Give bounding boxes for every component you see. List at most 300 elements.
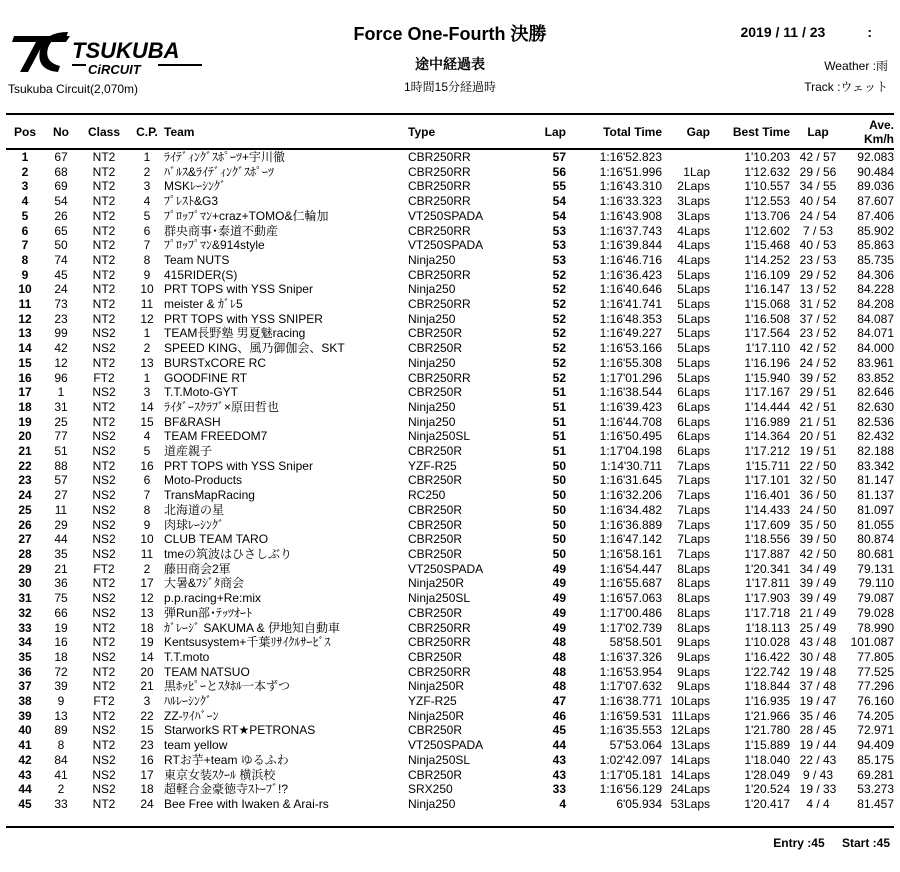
cell-lap: 51: [552, 444, 566, 459]
cell-best-lap: 24 / 54: [799, 208, 837, 223]
cell-cp: 3: [143, 179, 151, 194]
cell-team: 肉球ﾚｰｼﾝｸﾞ: [164, 517, 225, 532]
page-subtitle: 途中経過表: [415, 56, 485, 72]
cell-type: CBR250RR: [408, 297, 471, 312]
cell-pos: 16: [18, 370, 32, 385]
col-header-cp: C.P.: [136, 125, 158, 139]
cell-team: StarworkS RT★PETRONAS: [164, 723, 316, 738]
cell-type: CBR250R: [408, 532, 463, 547]
logo-text: TSUKUBA: [72, 38, 180, 63]
cell-team: MSKﾚｰｼﾝｸﾞ: [164, 179, 227, 194]
cell-team: 弾Run部･ﾃｯﾂｵｰﾄ: [164, 605, 253, 620]
cell-gap: 6Laps: [677, 414, 710, 429]
cell-class: NS2: [92, 782, 116, 797]
table-row: [6, 797, 894, 812]
cell-ave: 76.160: [857, 694, 894, 709]
cell-gap: 10Laps: [670, 694, 710, 709]
table-row: [6, 488, 894, 503]
cell-cp: 14: [140, 399, 154, 414]
cell-cp: 18: [140, 620, 154, 635]
table-row: [6, 503, 894, 518]
cell-total-time: 1:16'40.646: [599, 282, 662, 297]
cell-gap: 1Lap: [683, 164, 710, 179]
cell-lap: 48: [552, 664, 566, 679]
col-header-best-lap: Lap: [807, 125, 829, 139]
table-row: [6, 400, 894, 415]
cell-pos: 25: [18, 502, 32, 517]
cell-lap: 48: [552, 679, 566, 694]
cell-class: NS2: [92, 605, 116, 620]
cell-class: NT2: [92, 399, 116, 414]
cell-no: 1: [57, 385, 65, 400]
cell-lap: 52: [552, 282, 566, 297]
cell-class: NS2: [92, 429, 116, 444]
cell-cp: 3: [143, 385, 151, 400]
table-row: [6, 209, 894, 224]
cell-team: p.p.racing+Re:mix: [164, 591, 262, 606]
cell-pos: 8: [21, 252, 29, 267]
cell-team: 超軽合金豪徳寺ｽﾄｰﾌﾞ!?: [164, 782, 289, 797]
col-header-ave: [846, 114, 894, 150]
cell-class: NS2: [92, 473, 116, 488]
cell-pos: 6: [21, 223, 29, 238]
cell-pos: 35: [18, 649, 32, 664]
cell-team: PRT TOPS with YSS SNIPER: [164, 311, 323, 326]
cell-type: Ninja250: [408, 399, 456, 414]
cell-cp: 24: [140, 796, 154, 811]
cell-best-lap: 35 / 50: [799, 517, 837, 532]
cell-team: ﾗｲﾀﾞｰｽｸﾗﾌﾞ×原田哲也: [164, 399, 280, 414]
cell-gap: 7Laps: [677, 546, 710, 561]
col-header-ave-unit: Km/h: [864, 132, 894, 146]
cell-lap: 53: [552, 238, 566, 253]
cell-lap: 56: [552, 164, 566, 179]
cell-pos: 3: [21, 179, 29, 194]
cell-no: 36: [54, 576, 68, 591]
cell-best-time: 1'16.196: [744, 355, 790, 370]
table-row: [6, 253, 894, 268]
cell-best-lap: 24 / 50: [799, 502, 837, 517]
cell-best-time: 1'28.049: [744, 767, 790, 782]
cell-team: SPEED KING、風乃御伽会、SKT: [164, 341, 345, 356]
cell-type: Ninja250: [408, 355, 456, 370]
cell-pos: 20: [18, 429, 32, 444]
cell-total-time: 1:16'55.308: [599, 355, 662, 370]
table-row: [6, 312, 894, 327]
cell-no: 33: [54, 796, 68, 811]
cell-total-time: 1:16'52.823: [599, 150, 662, 164]
cell-gap: 9Laps: [677, 649, 710, 664]
cell-no: 19: [54, 620, 68, 635]
results-table: [6, 114, 894, 812]
cell-ave: 69.281: [857, 767, 894, 782]
cell-best-lap: 43 / 48: [799, 635, 837, 650]
cell-cp: 16: [140, 458, 154, 473]
table-row: [6, 224, 894, 239]
cell-pos: 38: [18, 694, 32, 709]
cell-best-time: 1'12.602: [744, 223, 790, 238]
cell-cp: 15: [140, 723, 154, 738]
cell-ave: 79.087: [857, 591, 894, 606]
cell-ave: 94.409: [857, 738, 894, 753]
cell-pos: 30: [18, 576, 32, 591]
cell-ave: 82.646: [857, 385, 894, 400]
cell-type: Ninja250SL: [408, 429, 471, 444]
cell-gap: 6Laps: [677, 429, 710, 444]
cell-class: NT2: [92, 738, 116, 753]
cell-pos: 12: [18, 311, 32, 326]
table-row: [6, 650, 894, 665]
cell-lap: 48: [552, 649, 566, 664]
cell-cp: 5: [143, 208, 151, 223]
cell-pos: 37: [18, 679, 32, 694]
cell-type: CBR250R: [408, 723, 463, 738]
cell-team: ﾊﾞﾙｽ&ﾗｲﾃﾞｨﾝｸﾞｽﾎﾟｰﾂ: [164, 164, 275, 179]
cell-cp: 11: [140, 297, 154, 312]
cell-type: CBR250R: [408, 767, 463, 782]
cell-total-time: 1:16'44.708: [599, 414, 662, 429]
cell-team: ZZ-ﾜｲﾊﾞｰﾝ: [164, 708, 219, 723]
cell-cp: 22: [140, 708, 154, 723]
cell-total-time: 58'58.501: [609, 635, 662, 650]
cell-team: RTお芋+team ゆるふわ: [164, 752, 289, 767]
cell-pos: 40: [18, 723, 32, 738]
cell-no: 13: [54, 708, 68, 723]
cell-pos: 22: [18, 458, 32, 473]
cell-total-time: 1:02'42.097: [599, 752, 662, 767]
cell-total-time: 1:16'37.743: [599, 223, 662, 238]
cell-pos: 7: [21, 238, 29, 253]
cell-total-time: 1:16'55.687: [599, 576, 662, 591]
circuit-name: Tsukuba Circuit(2,070m): [8, 82, 139, 96]
cell-type: Ninja250: [408, 796, 456, 811]
cell-total-time: 1:16'31.645: [599, 473, 662, 488]
cell-lap: 52: [552, 355, 566, 370]
cell-team: ｶﾞﾚｰｼﾞ SAKUMA & 伊地知自動車: [164, 620, 341, 635]
cell-total-time: 1:16'38.544: [599, 385, 662, 400]
cell-cp: 1: [143, 150, 151, 164]
cell-no: 39: [54, 679, 68, 694]
cell-best-time: 1'16.147: [744, 282, 790, 297]
col-header-gap: Gap: [686, 125, 710, 139]
footer: [759, 836, 890, 850]
cell-lap: 46: [552, 708, 566, 723]
cell-no: 73: [54, 297, 68, 312]
cell-gap: 5Laps: [677, 282, 710, 297]
cell-best-time: 1'17.811: [745, 576, 790, 591]
col-header-team: Team: [164, 125, 195, 139]
elapsed-time: 1時間15分経過時: [403, 80, 497, 94]
cell-best-time: 1'10.557: [744, 179, 790, 194]
cell-best-time: 1'18.040: [744, 752, 790, 767]
cell-best-time: 1'18.556: [744, 532, 790, 547]
cell-gap: 7Laps: [677, 458, 710, 473]
cell-pos: 14: [18, 341, 32, 356]
cell-gap: 14Laps: [670, 767, 710, 782]
cell-lap: 50: [552, 473, 566, 488]
cell-best-lap: 30 / 48: [799, 649, 837, 664]
cell-cp: 16: [140, 752, 154, 767]
cell-gap: 24Laps: [670, 782, 710, 797]
cell-lap: 49: [552, 591, 566, 606]
cell-gap: 7Laps: [677, 532, 710, 547]
cell-type: CBR250RR: [408, 223, 471, 238]
cell-cp: 17: [140, 767, 154, 782]
cell-total-time: 1:16'33.323: [599, 194, 662, 209]
cell-lap: 50: [552, 532, 566, 547]
table-row: [6, 738, 894, 753]
cell-best-lap: 13 / 52: [799, 282, 837, 297]
cell-team: 北海道の星: [164, 502, 225, 517]
cell-total-time: 1:14'30.711: [600, 458, 662, 473]
cell-class: NT2: [92, 708, 116, 723]
cell-type: Ninja250SL: [408, 591, 471, 606]
cell-class: NT2: [92, 208, 116, 223]
cell-best-lap: 19 / 44: [799, 738, 837, 753]
cell-no: 57: [54, 473, 68, 488]
cell-best-lap: 29 / 56: [799, 164, 837, 179]
cell-best-lap: 4 / 4: [806, 796, 830, 811]
cell-lap: 43: [552, 752, 566, 767]
cell-cp: 12: [140, 311, 154, 326]
cell-team: BURSTxCORE RC: [164, 355, 267, 370]
cell-pos: 45: [18, 796, 32, 811]
cell-best-time: 1'17.718: [744, 605, 790, 620]
cell-no: 16: [54, 635, 68, 650]
cell-best-lap: 34 / 55: [799, 179, 837, 194]
cell-ave: 87.406: [857, 208, 894, 223]
cell-cp: 5: [143, 444, 151, 459]
cell-best-lap: 31 / 52: [799, 297, 837, 312]
cell-class: NT2: [92, 796, 116, 811]
cell-type: CBR250R: [408, 326, 463, 341]
cell-ave: 84.071: [857, 326, 894, 341]
cell-no: 67: [54, 150, 68, 164]
cell-no: 77: [54, 429, 68, 444]
cell-total-time: 1:16'51.996: [599, 164, 662, 179]
cell-ave: 77.805: [857, 649, 894, 664]
cell-ave: 53.273: [857, 782, 894, 797]
table-row: [6, 238, 894, 253]
cell-best-time: 1'21.780: [744, 723, 790, 738]
cell-lap: 55: [552, 179, 566, 194]
cell-no: 69: [54, 179, 68, 194]
cell-team: meister & ｶﾞﾚ5: [164, 297, 243, 312]
date-value: 2019 / 11 / 23: [740, 24, 826, 40]
cell-gap: 5Laps: [677, 341, 710, 356]
cell-class: NS2: [92, 385, 116, 400]
col-header-lap: Lap: [544, 125, 566, 139]
cell-team: 黒ﾎｯﾋﾟｰとｽﾀﾎﾙ一本ずつ: [164, 679, 291, 694]
cell-best-lap: 39 / 52: [799, 370, 837, 385]
cell-ave: 81.137: [857, 488, 894, 503]
table-row: [6, 268, 894, 283]
cell-cp: 13: [140, 605, 154, 620]
cell-pos: 34: [18, 635, 32, 650]
cell-total-time: 1:17'00.486: [599, 605, 662, 620]
cell-team: TEAM FREEDOM7: [164, 429, 268, 444]
cell-best-lap: 40 / 54: [799, 194, 837, 209]
cell-no: 12: [54, 355, 68, 370]
cell-best-lap: 19 / 47: [799, 694, 837, 709]
cell-total-time: 1:16'32.206: [599, 488, 662, 503]
cell-gap: 6Laps: [677, 385, 710, 400]
cell-best-time: 1'14.433: [744, 502, 790, 517]
table-row: [6, 297, 894, 312]
cell-class: NS2: [92, 326, 116, 341]
cell-gap: 2Laps: [677, 179, 710, 194]
cell-total-time: 1:16'59.531: [599, 708, 662, 723]
cell-best-time: 1'14.444: [744, 399, 790, 414]
cell-best-time: 1'10.203: [744, 150, 790, 164]
cell-team: ﾌﾟﾛｯﾌﾟﾏﾝ+craz+TOMO&仁輪加: [164, 208, 329, 223]
cell-lap: 51: [552, 429, 566, 444]
cell-team: ﾌﾟﾚｽﾄ&G3: [164, 194, 219, 209]
cell-best-lap: 19 / 33: [799, 782, 837, 797]
cell-class: NT2: [92, 635, 116, 650]
cell-best-lap: 28 / 45: [799, 723, 837, 738]
table-row: [6, 562, 894, 577]
cell-pos: 39: [18, 708, 32, 723]
cell-pos: 36: [18, 664, 32, 679]
cell-best-time: 1'17.110: [745, 341, 790, 356]
cell-cp: 10: [140, 532, 154, 547]
entry-count: Entry :45: [773, 836, 825, 850]
table-row: [6, 635, 894, 650]
cell-team: 大暑&ﾌｼﾞﾀ商会: [164, 576, 245, 591]
cell-no: 51: [54, 444, 68, 459]
cell-cp: 21: [140, 679, 154, 694]
cell-best-time: 1'17.887: [744, 546, 790, 561]
cell-lap: 51: [552, 385, 566, 400]
cell-no: 21: [54, 561, 68, 576]
table-row: [6, 576, 894, 591]
table-row: [6, 473, 894, 488]
cell-gap: 5Laps: [677, 326, 710, 341]
cell-total-time: 1:16'50.495: [599, 429, 662, 444]
cell-type: CBR250R: [408, 502, 463, 517]
cell-no: 75: [54, 591, 68, 606]
cell-class: NT2: [92, 297, 116, 312]
cell-best-lap: 21 / 51: [799, 414, 837, 429]
cell-no: 41: [54, 767, 68, 782]
cell-best-time: 1'22.742: [744, 664, 790, 679]
cell-type: VT250SPADA: [408, 738, 484, 753]
cell-class: NT2: [92, 223, 116, 238]
cell-gap: 6Laps: [677, 444, 710, 459]
cell-total-time: 1:17'04.198: [599, 444, 662, 459]
cell-total-time: 1:16'36.889: [599, 517, 662, 532]
cell-type: CBR250RR: [408, 635, 471, 650]
cell-gap: 7Laps: [677, 517, 710, 532]
cell-best-lap: 42 / 57: [799, 150, 837, 164]
cell-class: NT2: [92, 164, 116, 179]
cell-gap: [662, 150, 710, 165]
cell-lap: 49: [552, 576, 566, 591]
cell-pos: 19: [18, 414, 32, 429]
cell-gap: 4Laps: [677, 252, 710, 267]
table-row: [6, 326, 894, 341]
cell-gap: 7Laps: [677, 488, 710, 503]
cell-ave: 82.630: [857, 399, 894, 414]
cell-best-time: 1'15.940: [744, 370, 790, 385]
cell-ave: 83.961: [857, 355, 894, 370]
cell-best-time: 1'17.101: [744, 473, 790, 488]
cell-total-time: 1:16'39.844: [599, 238, 662, 253]
cell-class: NT2: [92, 620, 116, 635]
cell-team: Kentsusystem+千葉ﾘｻｲｸﾙｻｰﾋﾞｽ: [164, 635, 331, 650]
cell-cp: 6: [143, 223, 151, 238]
cell-best-time: 1'21.966: [744, 708, 790, 723]
cell-type: CBR250RR: [408, 620, 471, 635]
cell-best-time: 1'16.109: [744, 267, 790, 282]
cell-total-time: 1:16'48.353: [599, 311, 662, 326]
cell-team: 415RIDER(S): [164, 267, 238, 282]
cell-type: Ninja250R: [408, 708, 465, 723]
cell-best-time: 1'15.468: [744, 238, 790, 253]
cell-lap: 4: [559, 796, 566, 811]
cell-ave: 83.342: [857, 458, 894, 473]
cell-best-time: 1'16.508: [744, 311, 790, 326]
cell-best-lap: 22 / 43: [799, 752, 837, 767]
cell-ave: 87.607: [857, 194, 894, 209]
cell-type: Ninja250: [408, 414, 456, 429]
cell-type: VT250SPADA: [408, 238, 484, 253]
cell-team: PRT TOPS with YSS Sniper: [164, 458, 313, 473]
cell-lap: 50: [552, 517, 566, 532]
cell-cp: 23: [140, 738, 154, 753]
cell-no: 68: [54, 164, 68, 179]
cell-no: 99: [54, 326, 68, 341]
cell-type: Ninja250: [408, 252, 456, 267]
table-row: [6, 679, 894, 694]
cell-class: NT2: [92, 576, 116, 591]
cell-best-lap: 37 / 48: [799, 679, 837, 694]
cell-best-time: 1'17.167: [744, 385, 790, 400]
table-row: [6, 194, 894, 209]
table-row: [6, 385, 894, 400]
cell-type: CBR250RR: [408, 664, 471, 679]
cell-type: CBR250R: [408, 341, 463, 356]
cell-class: NS2: [92, 532, 116, 547]
cell-type: CBR250RR: [408, 150, 471, 164]
cell-pos: 42: [18, 752, 32, 767]
cell-best-lap: 42 / 50: [799, 546, 837, 561]
cell-class: NS2: [92, 767, 116, 782]
cell-total-time: 1:16'41.741: [599, 297, 662, 312]
cell-cp: 8: [143, 252, 151, 267]
cell-pos: 29: [18, 561, 32, 576]
cell-best-lap: 39 / 49: [799, 591, 837, 606]
cell-no: 50: [54, 238, 68, 253]
cell-lap: 57: [552, 150, 566, 164]
cell-team: T.T.moto: [164, 649, 210, 664]
cell-team: TEAM長野塾 男夏魅racing: [164, 326, 306, 341]
table-row: [6, 150, 894, 165]
cell-pos: 27: [18, 532, 32, 547]
cell-class: NT2: [92, 252, 116, 267]
cell-gap: 9Laps: [677, 664, 710, 679]
cell-cp: 15: [140, 414, 154, 429]
cell-best-lap: 37 / 52: [799, 311, 837, 326]
cell-lap: 52: [552, 267, 566, 282]
cell-no: 89: [54, 723, 68, 738]
table-row: [6, 282, 894, 297]
cell-best-lap: 35 / 46: [799, 708, 837, 723]
cell-cp: 9: [143, 517, 151, 532]
cell-class: NT2: [92, 679, 116, 694]
cell-team: ﾗｲﾃﾞｨﾝｸﾞｽﾎﾟｰﾂ+宇川徹: [164, 150, 286, 164]
